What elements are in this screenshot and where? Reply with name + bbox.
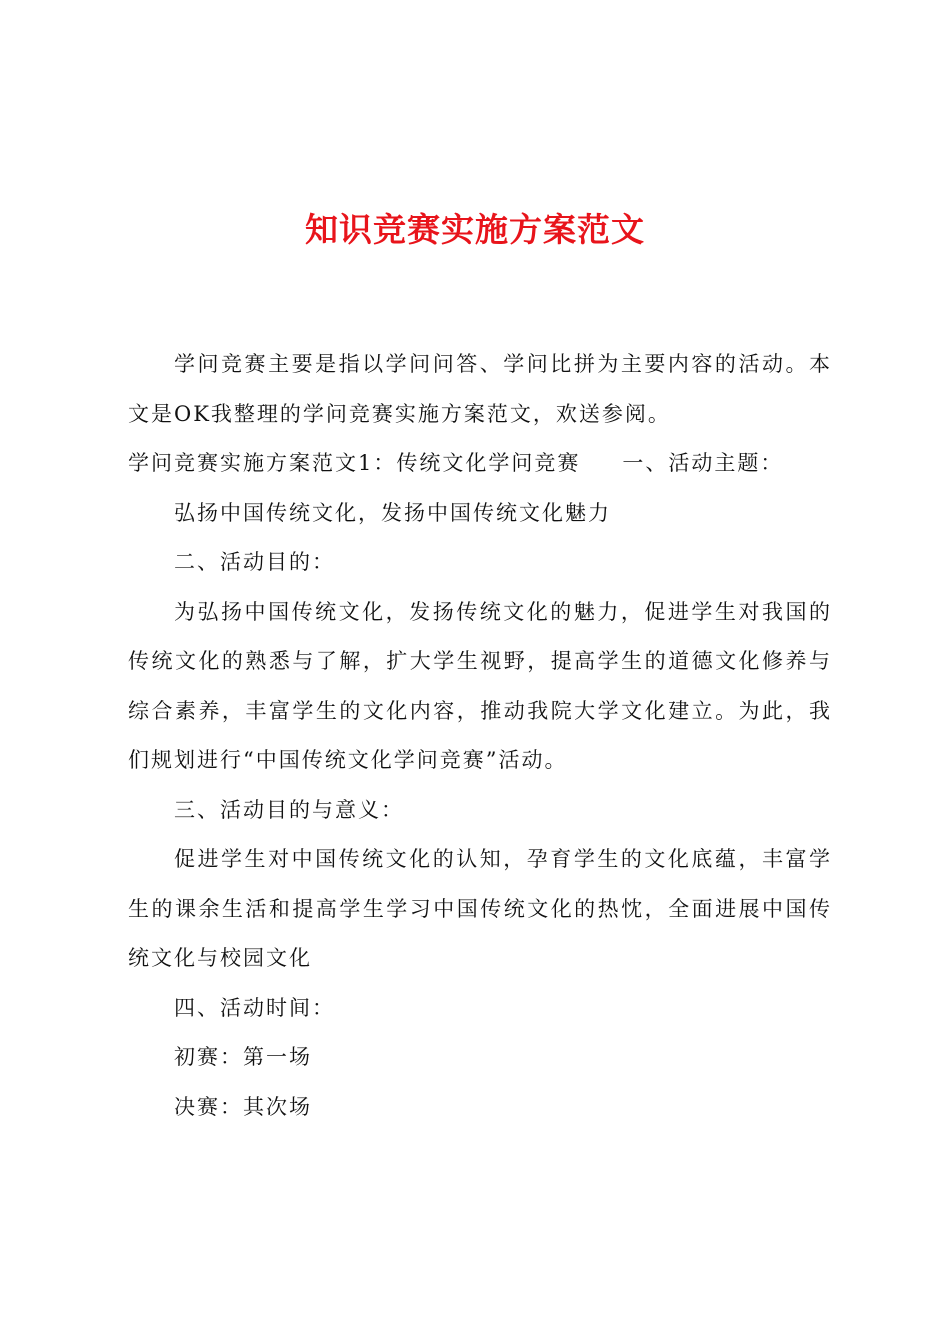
significance-heading: 三、活动目的与意义： xyxy=(174,797,404,822)
preliminary-round: 初赛：第一场 xyxy=(174,1045,312,1069)
intro-paragraph: 学问竞赛主要是指以学问问答、学问比拼为主要内容的活动。本文是OK我整理的学问竞赛实施方案范文，欢送参阅。 xyxy=(128,352,832,426)
significance-paragraph: 促进学生对中国传统文化的认知，孕育学生的文化底蕴，丰富学生的课余生活和提高学生学习中国传统文化的热忱，全面进展中国传统文化与校园文化 xyxy=(128,847,832,970)
purpose-heading: 二、活动目的： xyxy=(174,550,335,574)
time-heading: 四、活动时间： xyxy=(174,995,335,1020)
theme-heading: 一、活动主题： xyxy=(622,451,784,475)
document-body xyxy=(128,340,832,1132)
final-round: 决赛：其次场 xyxy=(174,1094,312,1119)
section-heading-line xyxy=(128,439,832,489)
document-title: 知识竞赛实施方案范文 xyxy=(305,210,645,249)
theme-text: 弘扬中国传统文化，发扬中国传统文化魅力 xyxy=(174,500,611,525)
section-heading: 学问竞赛实施方案范文1：传统文化学问竞赛 xyxy=(128,451,581,475)
purpose-paragraph: 为弘扬中国传统文化，发扬传统文化的魅力，促进学生对我国的传统文化的熟悉与了解，扩大学生视野，提高学生的道德文化修养与综合素养，丰富学生的文化内容，推动我院大学文化建立。为此，我们规划进行“中国传统文化学问竞赛”活动。 xyxy=(128,599,832,772)
